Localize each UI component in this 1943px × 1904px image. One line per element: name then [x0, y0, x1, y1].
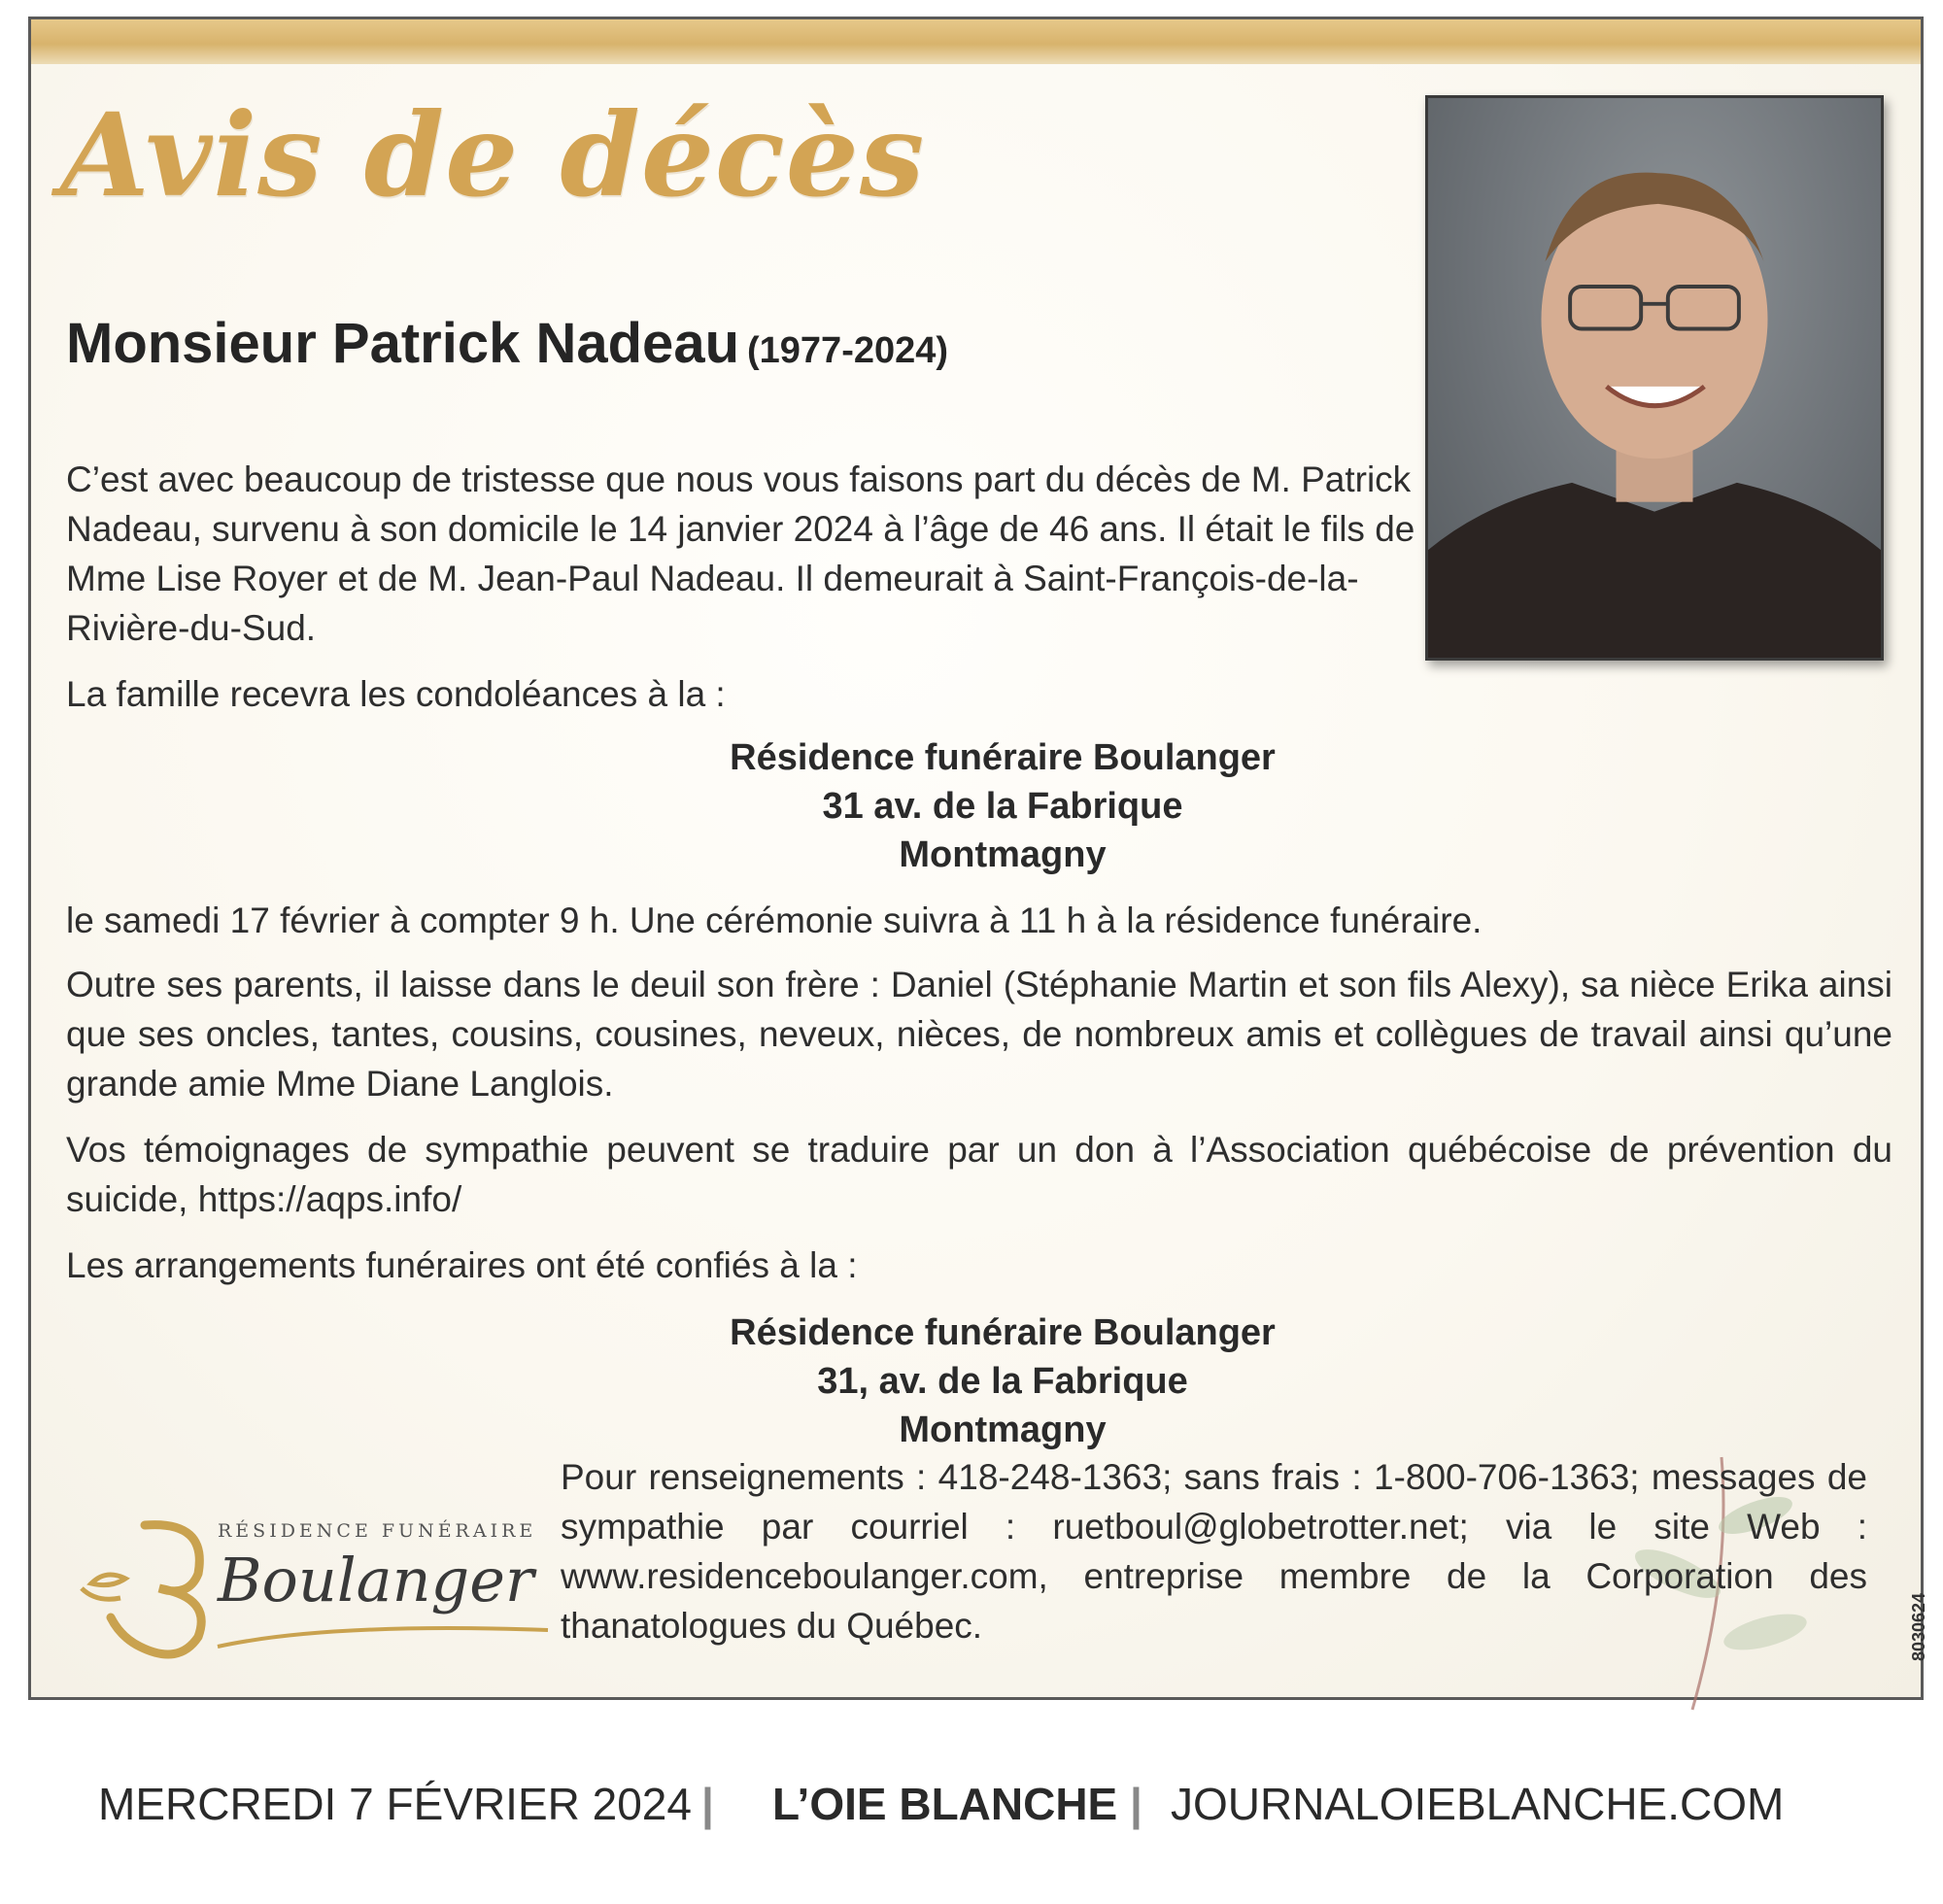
logo-small-text: RÉSIDENCE FUNÉRAIRE [218, 1520, 537, 1542]
deceased-name: Monsieur Patrick Nadeau [66, 312, 739, 375]
condolences-paragraph: La famille recevra les condoléances à la : [66, 674, 726, 714]
gold-header-band [31, 19, 1921, 64]
sympathy-paragraph: Vos témoignages de sympathie peuvent se traduire par un don à l’Association québécoise de prévention du suicide, https://aqps.info/ [66, 1130, 1892, 1219]
footer-journal-name: L’OIE BLANCHE [772, 1779, 1118, 1829]
intro-paragraph: C’est avec beaucoup de tristesse que nous vous faisons part du décès de M. Patrick Nadeau, survenu à son domicile le 14 janvier 2024 à l’âge de 46 ans. Il était le fils de Mme Lise Royer et de M. Jean-Paul Nadeau. Il demeurait à Saint-François-de-la-Rivière-du-Sud. [66, 459, 1415, 648]
venue-city: Montmagny [899, 834, 1107, 875]
boulanger-logo [52, 1491, 558, 1666]
venue-city: Montmagny [899, 1410, 1107, 1450]
venue-name: Résidence funéraire Boulanger [730, 1312, 1276, 1353]
footer-website-link[interactable]: JOURNALOIEBLANCHE.COM [1171, 1779, 1785, 1829]
visitation-date-paragraph: le samedi 17 février à compter 9 h. Une cérémonie suivra à 11 h à la résidence funéraire. [66, 901, 1483, 940]
venue-address: 31 av. de la Fabrique [822, 786, 1183, 827]
venue-name: Résidence funéraire Boulanger [730, 737, 1276, 778]
logo-brand-text: Boulanger [218, 1545, 534, 1615]
footer-date: MERCREDI 7 FÉVRIER 2024 [98, 1779, 692, 1829]
family-paragraph: Outre ses parents, il laisse dans le deuil son frère : Daniel (Stéphanie Martin et son fils Alexy), sa nièce Erika ainsi que ses oncles, tantes, cousins, cousines, neveux, nièces, de nombreux amis et collègues de travail ainsi qu’une grande amie Mme Diane Langlois. [66, 965, 1892, 1104]
boulanger-logo-icon [52, 1491, 227, 1666]
condolences-venue [711, 733, 1294, 879]
portrait-photo [1425, 95, 1884, 661]
footer-separator: | [701, 1779, 714, 1829]
notice-title: Avis de décès [60, 87, 926, 222]
deceased-name-line [66, 311, 948, 376]
portrait-illustration [1428, 98, 1881, 658]
footer-separator: | [1130, 1779, 1142, 1829]
page-footer [0, 1778, 1943, 1855]
arrangements-paragraph: Les arrangements funéraires ont été confiés à la : [66, 1245, 858, 1285]
venue-address: 31, av. de la Fabrique [817, 1361, 1188, 1402]
deceased-years: (1977-2024) [747, 330, 949, 371]
logo-swoosh [213, 1613, 553, 1661]
obituary-notice [28, 17, 1928, 1700]
contact-paragraph: Pour renseignements : 418-248-1363; sans frais : 1-800-706-1363; messages de sympathie par courriel : ruetboul@globetrotter.net; via le site Web : www.residenceboulanger.com, entreprise membre de la Corporation des thanatologues du Québec. [561, 1457, 1867, 1646]
arrangements-venue [711, 1309, 1294, 1454]
reference-number: 8030624 [1909, 1592, 1928, 1661]
